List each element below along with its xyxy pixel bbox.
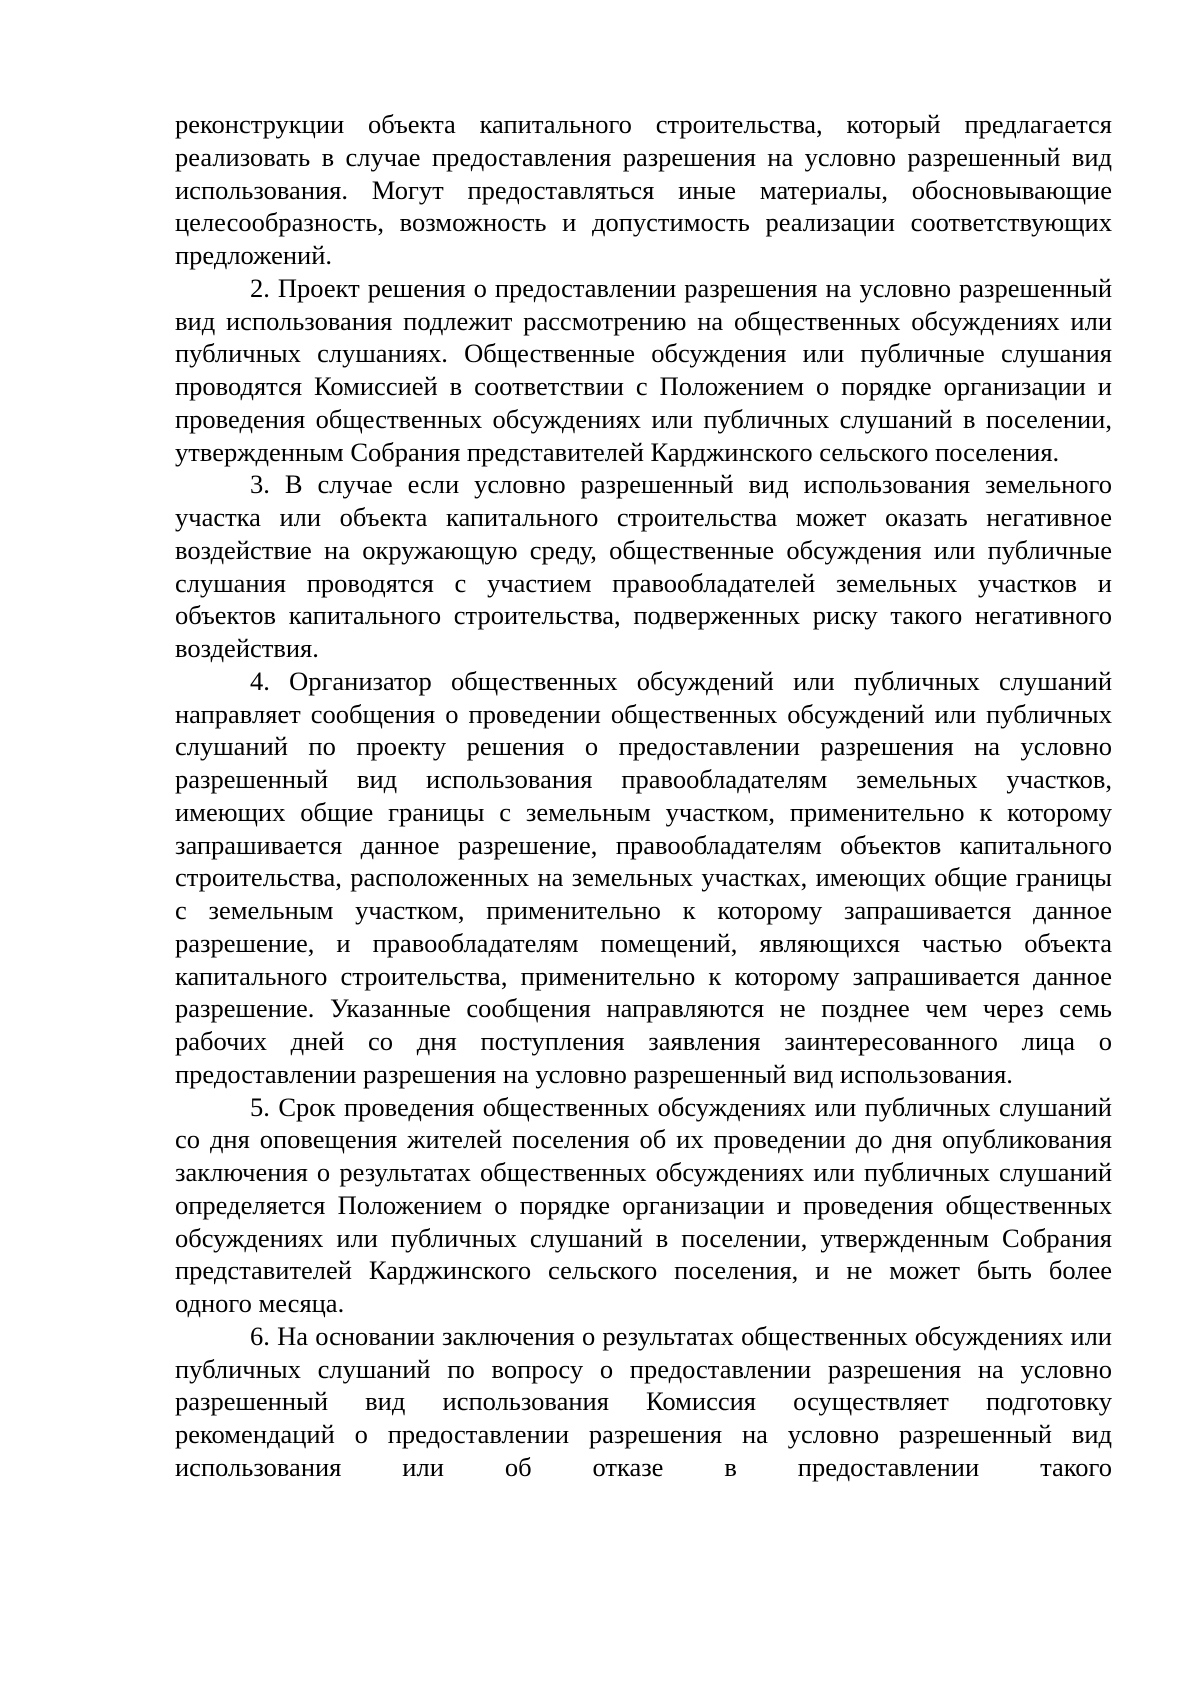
paragraph-item-6: 6. На основании заключения о результатах общественных обсуждениях или публичных слушаний по вопросу о предоставлении разрешения на условно разрешенный вид использования Комиссия осуществляет подготовку рекомендаций о предоставлении разрешения на условно разрешенный вид использования или об отказе в предоставлении такого — [175, 1320, 1112, 1482]
document-body — [175, 108, 1112, 1484]
paragraph-item-2: 2. Проект решения о предоставлении разрешения на условно разрешенный вид использования подлежит рассмотрению на общественных обсуждениях или публичных слушаниях. Общественные обсуждения или публичные слушания проводятся Комиссией в соответствии с Положением о порядке организации и проведения общественных обсуждениях или публичных слушаний в поселении, утвержденным Собрания представителей Карджинского сельского поселения. — [175, 272, 1112, 467]
paragraph-item-4: 4. Организатор общественных обсуждений или публичных слушаний направляет сообщения о проведении общественных обсуждений или публичных слушаний по проекту решения о предоставлении разрешения на условно разрешенный вид использования правообладателям земельных участков, имеющих общие границы с земельным участком, применительно к которому запрашивается данное разрешение, правообладателям объектов капитального строительства, расположенных на земельных участках, имеющих общие границы с земельным участком, применительно к которому запрашивается данное разрешение, и правообладателям помещений, являющихся частью объекта капитального строительства, применительно к которому запрашивается данное разрешение. Указанные сообщения направляются не позднее чем через семь рабочих дней со дня поступления заявления заинтересованного лица о предоставлении разрешения на условно разрешенный вид использования. — [175, 665, 1112, 1089]
paragraph-item-5: 5. Срок проведения общественных обсуждениях или публичных слушаний со дня оповещения жителей поселения об их проведении до дня опубликования заключения о результатах общественных обсуждениях или публичных слушаний определяется Положением о порядке организации и проведения общественных обсуждениях или публичных слушаний в поселении, утвержденным Собрания представителей Карджинского сельского поселения, и не может быть более одного месяца. — [175, 1091, 1112, 1318]
paragraph-item-3: 3. В случае если условно разрешенный вид использования земельного участка или объекта капитального строительства может оказать негативное воздействие на окружающую среду, общественные обсуждения или публичные слушания проводятся с участием правообладателей земельных участков и объектов капитального строительства, подверженных риску такого негативного воздействия. — [175, 469, 1112, 663]
paragraph-continuation: реконструкции объекта капитального строительства, который предлагается реализовать в случае предоставления разрешения на условно разрешенный вид использования. Могут предоставляться иные материалы, обосновывающие целесообразность, возможность и допустимость реализации соответствующих предложений. — [175, 109, 1112, 270]
